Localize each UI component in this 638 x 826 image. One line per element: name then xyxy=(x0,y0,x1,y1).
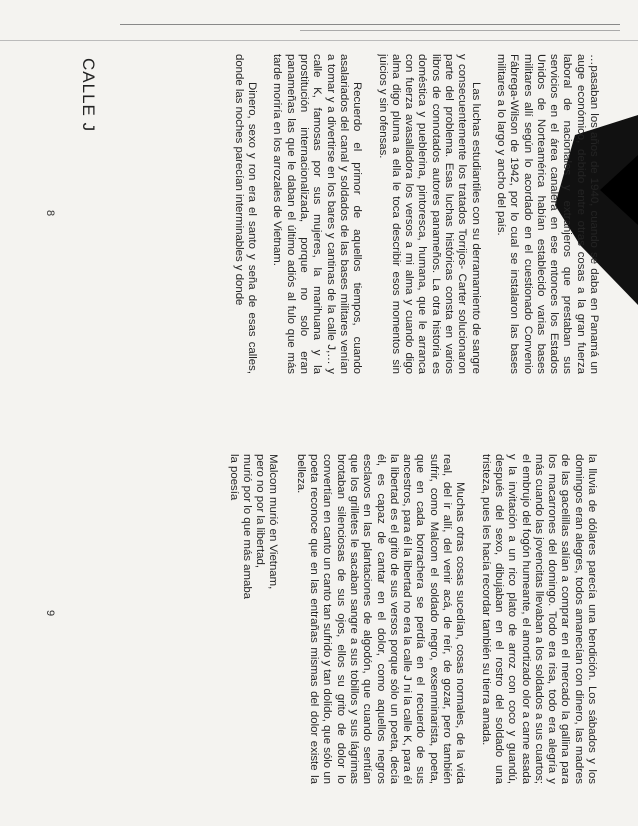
paragraph: Recuerdo el primor de aquellos tiempos, cuando asalariados del canal y soldados de las bases militares venían a tomar y a divertirse en los bares y cantinas de la calle J,… y calle K, famosas por sus mujeres, la marihuana y la prostitución internacionalizada, porque no solo eran panameñas las que le daban el último adiós al fulo que más tarde moriría en los arrozales de Vietnam. xyxy=(271,54,364,374)
chapter-title: CALLE J xyxy=(79,58,98,133)
paragraph: la lluvia de dólares parecía una bendición. Los sábados y los domingos eran alegres, todos amanecían con dinero, las madres de las gacelillas salían a comprar en el mercado la gallina para los macarrones del domingo. Todo era risa, todo era alegría y más cuando las jovencitas llevaban a los soldados a sus cuartos; el embrujo del fogón humeante, el amortizado olor a carne asada y la invitación a un rico plato de arroz con coco y guandú, después del sexo, dibujaban en el rostro del soldado una tristeza, pues les hacía recordar también su tierra amada. xyxy=(479,454,598,784)
page-number: 8 xyxy=(44,210,56,217)
right-page-text xyxy=(78,454,598,784)
poem-line: Malcom murió en Vietnam, xyxy=(267,454,280,590)
paragraph: Las luchas estudiantiles con su derramamiento de sangre y consecuentemente los tratados Torrijos- Carter solucionaron parte del problema. Esas luchas históricas consta en varios libros de connotados autores panameños. La otra historia es doméstica y pueblerina, pintoresca, humana, que le arranca con fuerza avasalladora los versos a mi alma y cuando digo alma digo pluma a ella le toca describir esos momentos sin juicios y sin ofensas. xyxy=(376,54,482,374)
left-page-text xyxy=(80,54,600,374)
poem-line: murió por lo que más amaba xyxy=(240,454,253,599)
right-page xyxy=(0,440,638,790)
paragraph: Muchas otras cosas sucedían, cosas normales, de la vida real, del ir allí, del venir acá, de reír, de gozar, pero también sufrir, como Malcom el soldado negro, exsenminarista, poeta, que en cada borrachera se perdía en el recuerdo de sus ancestros, para él la libertad no era la calle J ni la calle K, para él la libertad es el grito de sus versos porque sólo un poeta, decía él, es capaz de cantar en el dolor, como aquellos negros esclavos en las plantaciones de algodón, que cuando sentían que los grilletes le sacaban sangre a sus tobillos y sus lágrimas brotaban silenciosas de sus ojos, ellos su grito de dolor lo convertían en canto un canto tan sufrido y tan dolido, que sólo un poeta reconoce que en las entrañas mismas del dolor existe la belleza. xyxy=(294,454,467,784)
paragraph: Dinero, sexo y ron era el santo y seña de esas calles, donde las noches parecían interminables y donde xyxy=(232,54,259,374)
paragraph: …pasaban los años de 1940, cuando se daba en Panamá un auge económico, debido entre otras cosas a la gran fuerza laboral de nacionales y extranjeros que prestaban sus servicios en el área canalera en ese entonces los Estados Unidos de Norteamérica habían establecido varias bases militares allí según lo acordado en el cuestionado Convenio Fábrega-Wilson de 1942, por lo cual se instalaron las bases militares a lo largo y ancho del país. xyxy=(494,54,600,374)
poem-line: la poesía xyxy=(227,454,240,501)
left-page xyxy=(0,40,638,390)
poem-line: pero no por la libertad, xyxy=(254,454,267,568)
page-number: 9 xyxy=(44,610,56,617)
poem xyxy=(226,454,279,784)
